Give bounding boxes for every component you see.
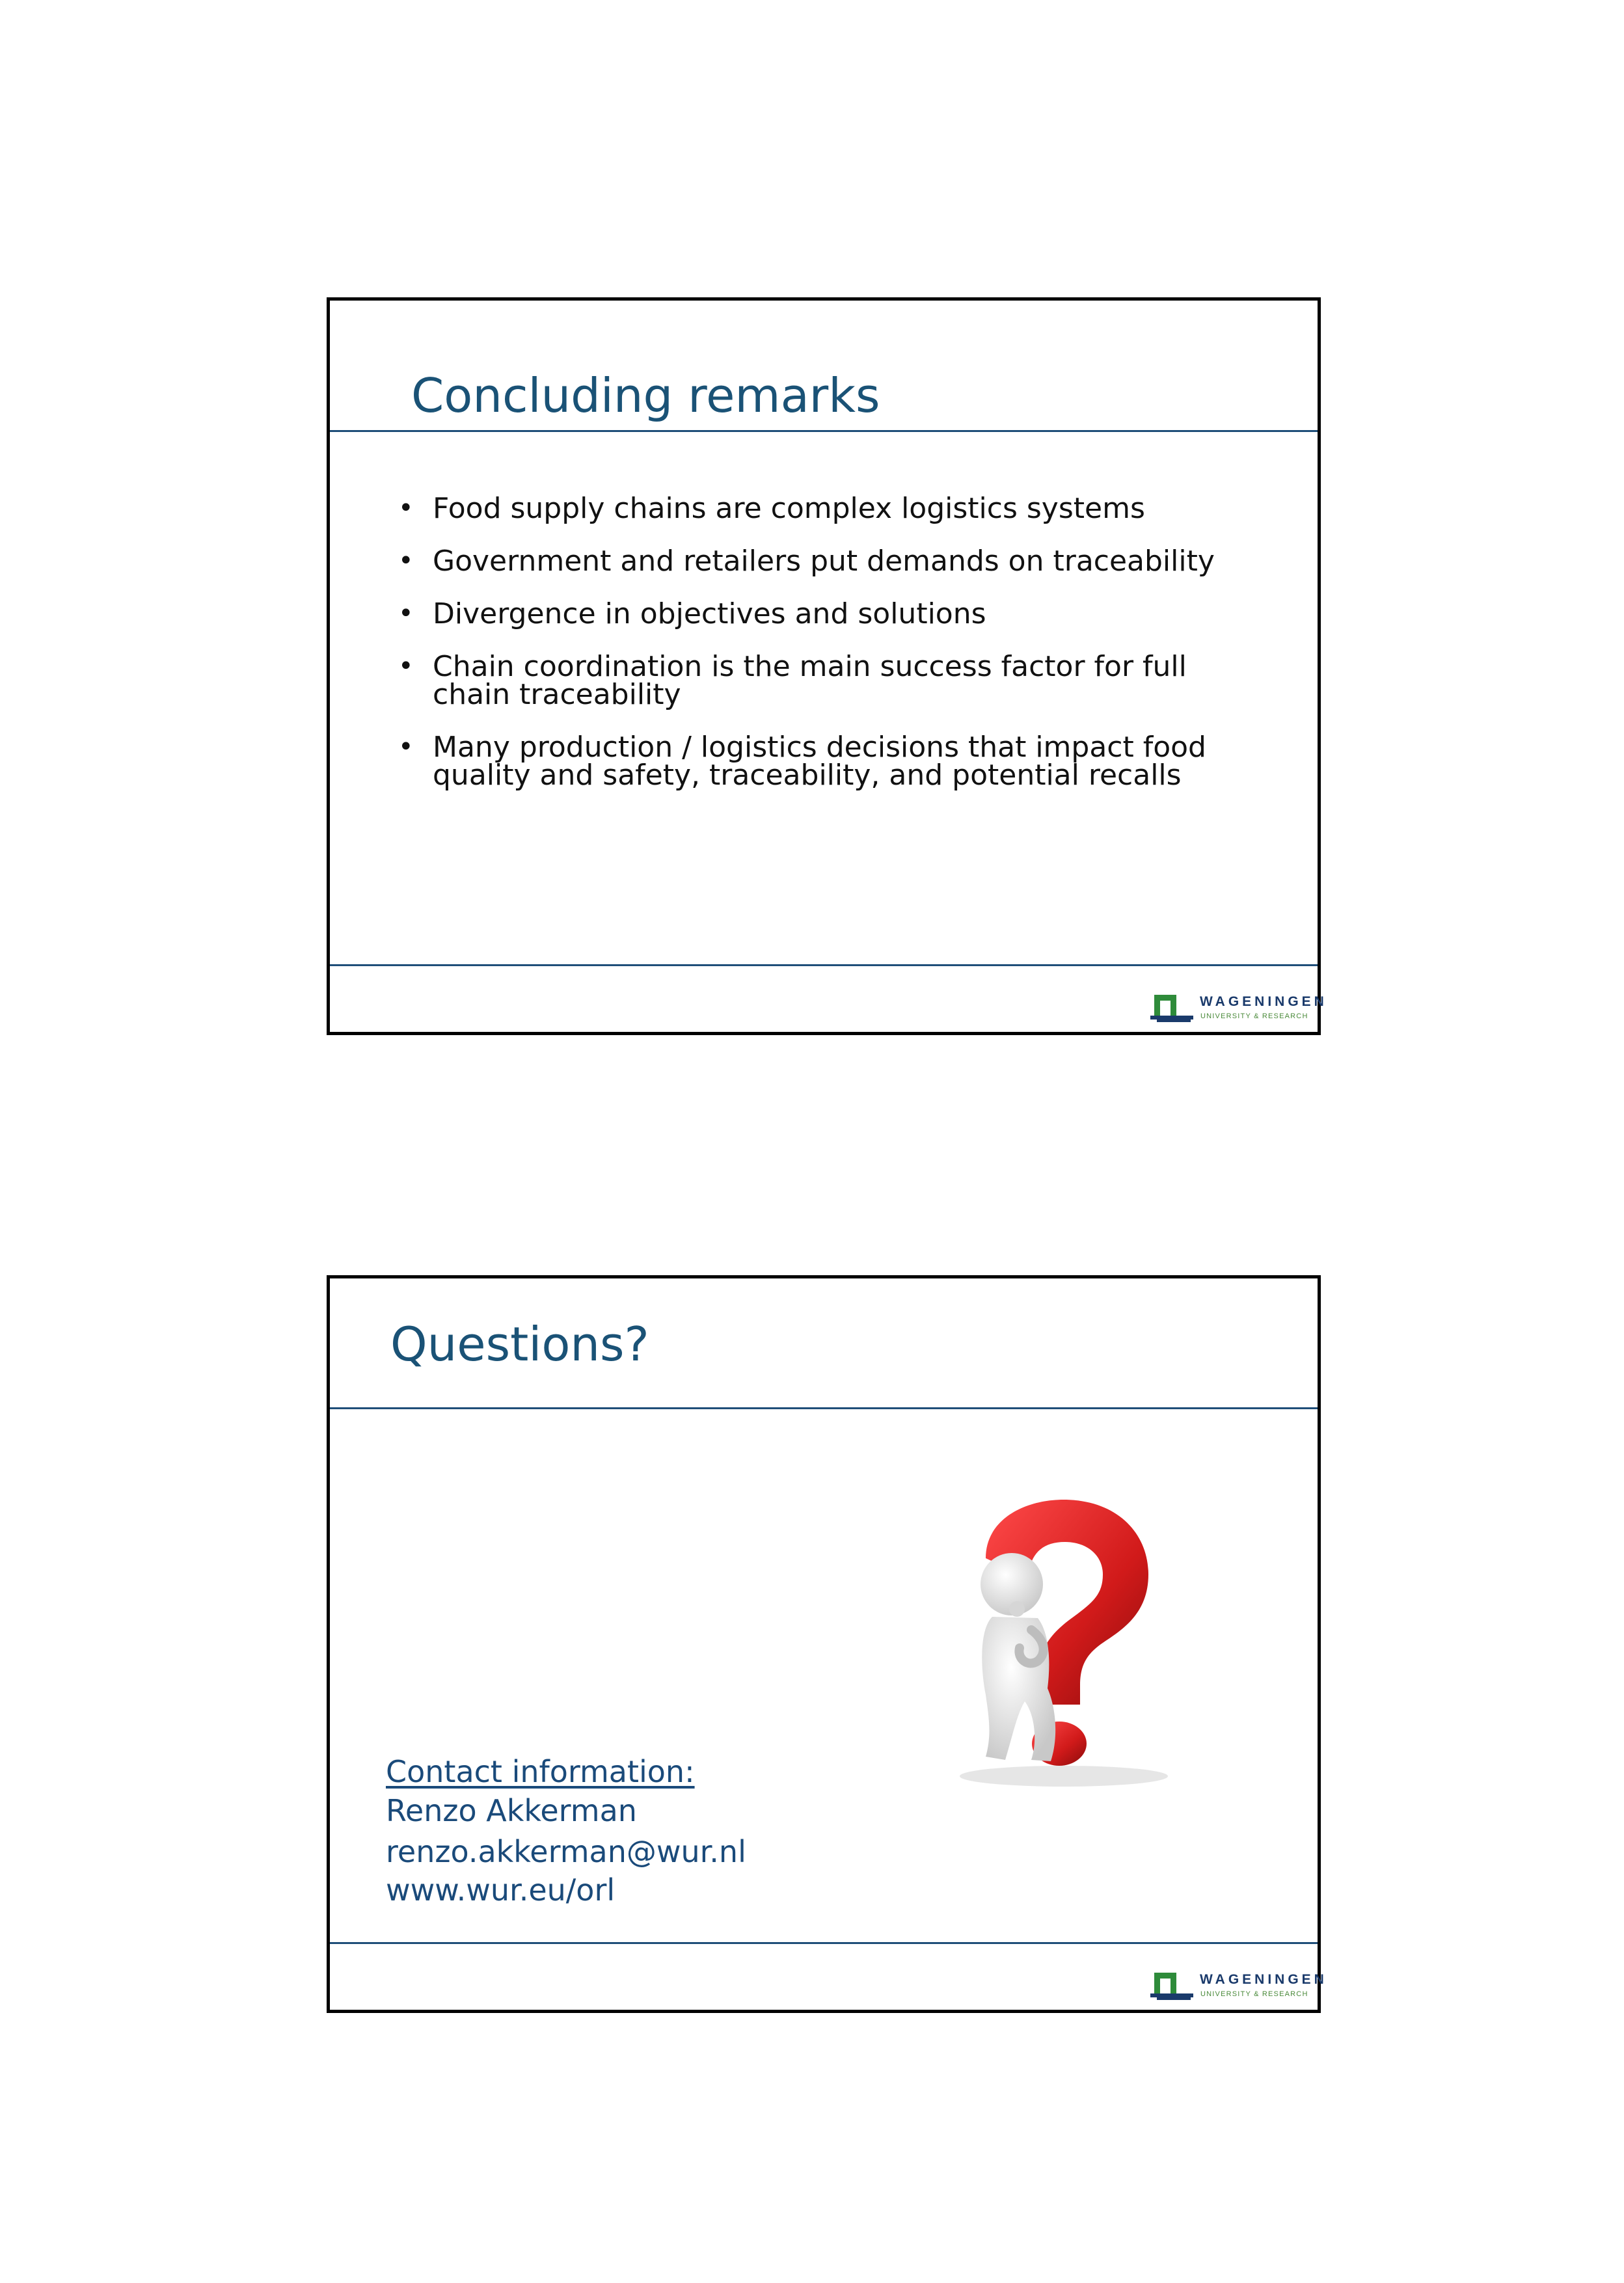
wageningen-logo — [1150, 993, 1327, 1026]
wageningen-mark-icon — [1150, 993, 1193, 1023]
thinking-person-question-mark-icon — [940, 1500, 1187, 1792]
logo-name: WAGENINGEN — [1200, 1972, 1327, 1987]
bullet-list — [395, 494, 1273, 814]
bullet-icon: • — [398, 493, 414, 523]
footer-divider — [330, 1942, 1318, 1944]
bullet-item: • Divergence in objectives and solutions — [398, 597, 986, 630]
bullet-icon: • — [398, 732, 414, 762]
contact-heading: Contact information: — [386, 1754, 695, 1789]
slide-questions — [327, 1275, 1327, 2013]
logo-subtitle: UNIVERSITY & RESEARCH — [1200, 1012, 1308, 1020]
slide-title: Questions? — [390, 1317, 649, 1371]
contact-email-link[interactable]: renzo.akkerman@wur.nl — [386, 1834, 746, 1869]
title-divider — [330, 430, 1318, 432]
wageningen-mark-icon — [1150, 1971, 1193, 2001]
logo-name: WAGENINGEN — [1200, 994, 1327, 1009]
footer-divider — [330, 964, 1318, 966]
bullet-icon: • — [398, 651, 414, 681]
contact-website-link[interactable]: www.wur.eu/orl — [386, 1872, 616, 1908]
bullet-item: • Chain coordination is the main success factor for full chain traceability — [398, 650, 1187, 711]
title-divider — [330, 1407, 1318, 1409]
bullet-item: • Many production / logistics decisions that impact food quality and safety, traceability, and potential recalls — [398, 731, 1206, 792]
logo-subtitle: UNIVERSITY & RESEARCH — [1200, 1990, 1308, 1998]
bullet-icon: • — [398, 546, 414, 576]
contact-name: Renzo Akkerman — [386, 1793, 637, 1828]
bullet-item: • Government and retailers put demands on traceability — [398, 545, 1215, 578]
slide-concluding-remarks — [327, 297, 1327, 1035]
slide-title: Concluding remarks — [411, 368, 880, 423]
wageningen-logo — [1150, 1971, 1327, 2004]
bullet-item: • Food supply chains are complex logistics systems — [398, 492, 1145, 525]
bullet-icon: • — [398, 599, 414, 628]
